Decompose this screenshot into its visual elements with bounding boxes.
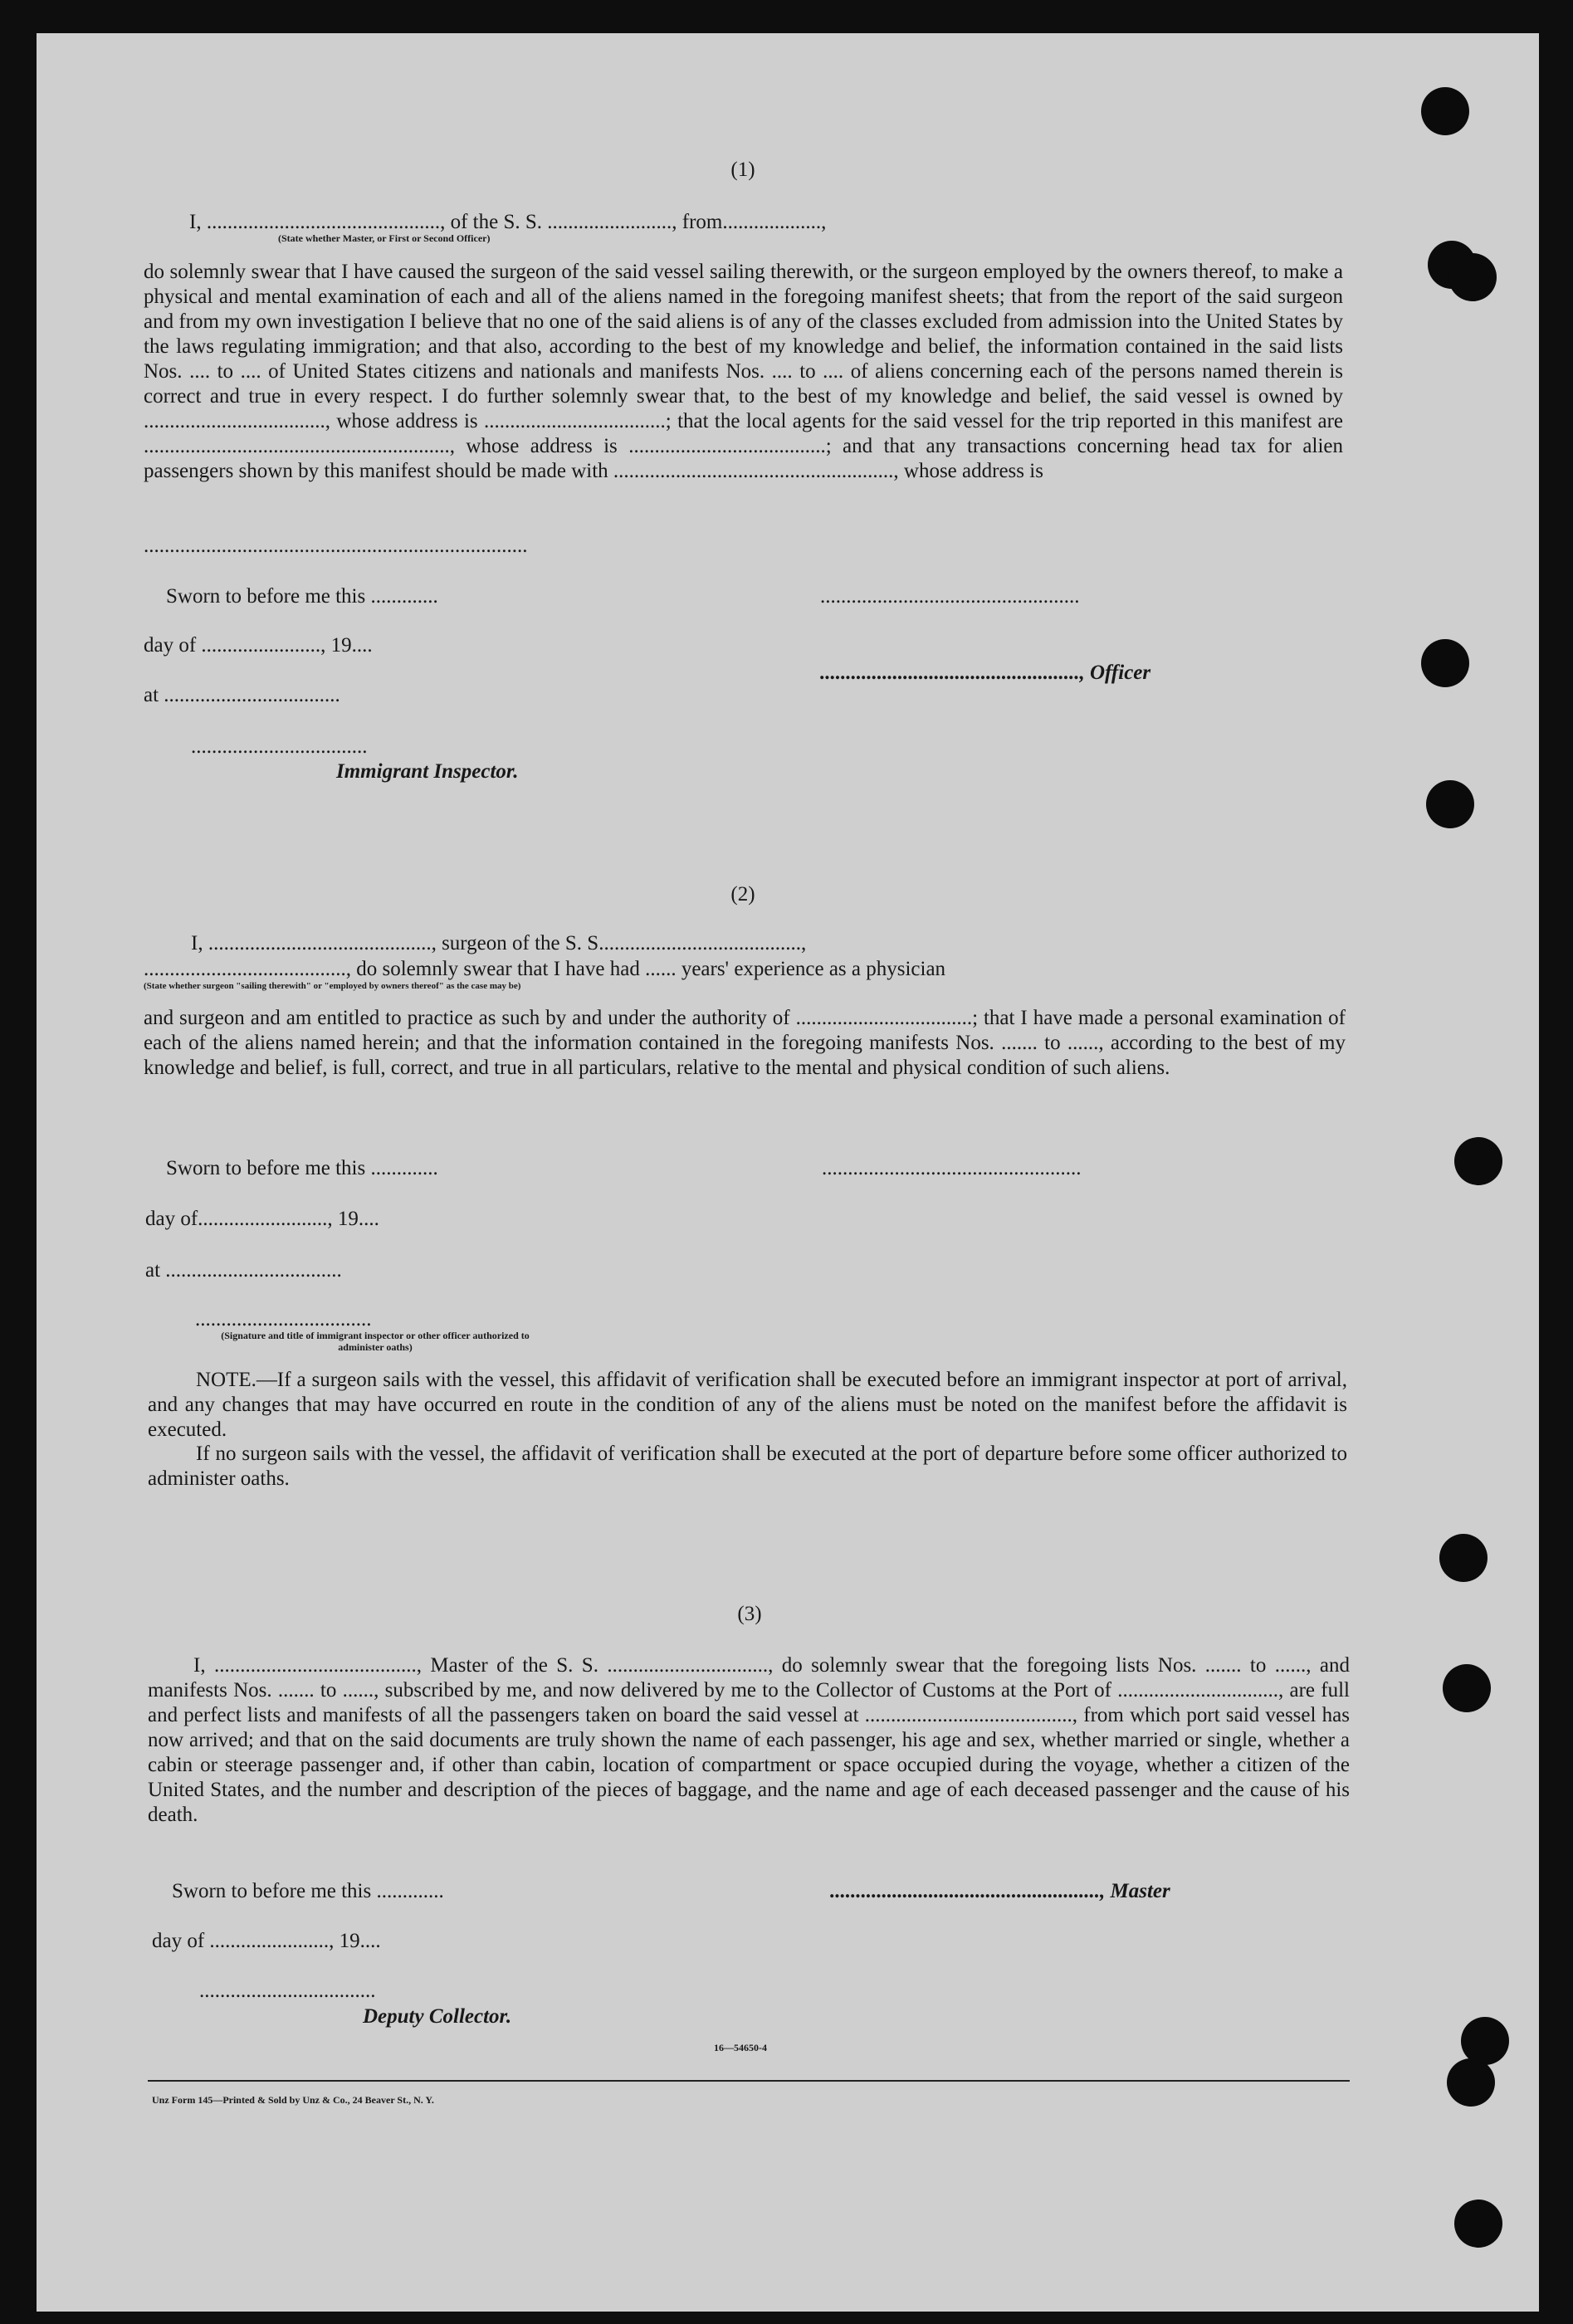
inspector-signature-label: Immigrant Inspector.	[336, 760, 519, 783]
form-number: 16—54650-4	[714, 2042, 767, 2053]
surgeon-oath-line-1: I, ..........................................., surgeon of the S. S.......................................,	[191, 932, 807, 954]
sworn-line: Sworn to before me this .............	[166, 1157, 438, 1179]
day-line: day of ......................., 19....	[152, 1930, 381, 1952]
surgeon-oath-body: and surgeon and am entitled to practice as such by and under the authority of ..................................; that I have made a personal examination of each of the aliens named herein; and that the information contained in the foregoing manifests Nos. ....... to ......, according to the best of my knowledge and belief, is full, correct, and true in all particulars, relative to the mental and physical condition of such aliens.	[144, 1007, 1346, 1079]
master-oath-body-end: ..........................................................................	[144, 535, 528, 557]
master-arrival-oath-body: I, ......................................., Master of the S. S. ..............................., do solemnly swear that the foregoing lists Nos. ....... to ......, and manifests Nos. ....... to ......, subscribed by me, and now delivered by me to the Collector of Customs at the Port of ..............................., are full and perfect lists and manifests of all the passengers taken on board the said vessel at ........................................, from which port said vessel has now arrived; and that on the said documents are truly shown the name of each passenger, his age and sex, whether married or single, whether a cabin or steerage passenger and, if other than cabin, location of compartment or space occupied during the voyage, whether a citizen of the United States, and the number and description of the pieces of baggage, and the name and age of each deceased passenger and the cause of his death.	[148, 1654, 1350, 1826]
footer-rule	[148, 2080, 1350, 2082]
note-surgeon-sails: NOTE.—If a surgeon sails with the vessel, this affidavit of verification shall be executed before an immigrant inspector at port of arrival, and any changes that may have occurred en route in the condition of any of the aliens must be noted on the manifest before the affidavit is executed.	[148, 1369, 1347, 1441]
inspector-signature-blank: ..................................	[191, 735, 368, 758]
punch-hole	[1448, 253, 1497, 301]
punch-hole	[1447, 2058, 1495, 2107]
surgeon-oath-line-2: ......................................., do solemnly swear that I have had ...... years' experience as a physician	[144, 958, 946, 980]
master-signature-line: ...................................................., Master	[830, 1880, 1170, 1902]
surgeon-type-note: (State whether surgeon "sailing therewith" or "employed by owners thereof" as the case may be)	[144, 981, 521, 991]
master-oath-opening-line: I, ............................................., of the S. S. ........................, from...................,	[189, 211, 827, 233]
inspector-signature-label: (Signature and title of immigrant inspector or other officer authorized to administer oaths)	[221, 1330, 530, 1353]
punch-hole	[1421, 639, 1469, 687]
printer-imprint: Unz Form 145—Printed & Sold by Unz & Co., 24 Beaver St., N. Y.	[152, 2094, 434, 2106]
note-no-surgeon: If no surgeon sails with the vessel, the affidavit of verification shall be executed at the port of departure before some officer authorized to administer oaths.	[148, 1443, 1347, 1490]
day-line: day of........................., 19....	[145, 1208, 379, 1230]
sworn-line: Sworn to before me this .............	[172, 1880, 444, 1902]
at-line: at ..................................	[145, 1259, 342, 1282]
punch-hole	[1443, 1664, 1491, 1712]
officer-signature-blank: ..................................................	[820, 585, 1080, 608]
punch-hole	[1454, 1137, 1502, 1185]
officer-rank-note: (State whether Master, or First or Second Officer)	[278, 232, 491, 244]
punch-hole	[1454, 2200, 1502, 2248]
collector-signature-blank: ..................................	[199, 1980, 376, 2002]
surgeon-signature-blank: ..................................................	[822, 1157, 1082, 1179]
section-1-heading: (1)	[730, 159, 755, 181]
punch-hole	[1421, 87, 1469, 135]
section-2-heading: (2)	[730, 883, 755, 906]
officer-signature-line: .................................................., Officer	[820, 662, 1151, 684]
sworn-line: Sworn to before me this .............	[166, 585, 438, 608]
section-3-heading: (3)	[737, 1603, 762, 1625]
master-oath-body: do solemnly swear that I have caused the surgeon of the said vessel sailing therewith, or the surgeon employed by the owners thereof, to make a physical and mental examination of each and all of the aliens named in the foregoing manifest sheets; that from the report of the said surgeon and from my own investigation I believe that no one of the said aliens is of any of the classes excluded from admission into the United States by the laws regulating immigration; and that also, according to the best of my knowledge and belief, the information contained in the said lists Nos. .... to .... of United States citizens and nationals and manifests Nos. .... to .... of aliens concerning each of the persons named therein is correct and true in every respect. I do further solemnly swear that, to the best of my knowledge and belief, the said vessel is owned by ..................................., whose address is ...................................; that the local agents for the said vessel for the trip reported in this manifest are ..........................................................., whose address is ......................................; and that any transactions concerning head tax for alien passengers shown by this manifest should be made with ......................................................, whose address is	[144, 261, 1343, 482]
at-line: at ..................................	[144, 684, 340, 706]
punch-hole	[1426, 780, 1474, 828]
inspector-signature-blank: ..................................	[195, 1308, 372, 1330]
collector-signature-label: Deputy Collector.	[363, 2005, 512, 2028]
day-line: day of ......................., 19....	[144, 634, 373, 657]
punch-hole	[1439, 1534, 1488, 1582]
